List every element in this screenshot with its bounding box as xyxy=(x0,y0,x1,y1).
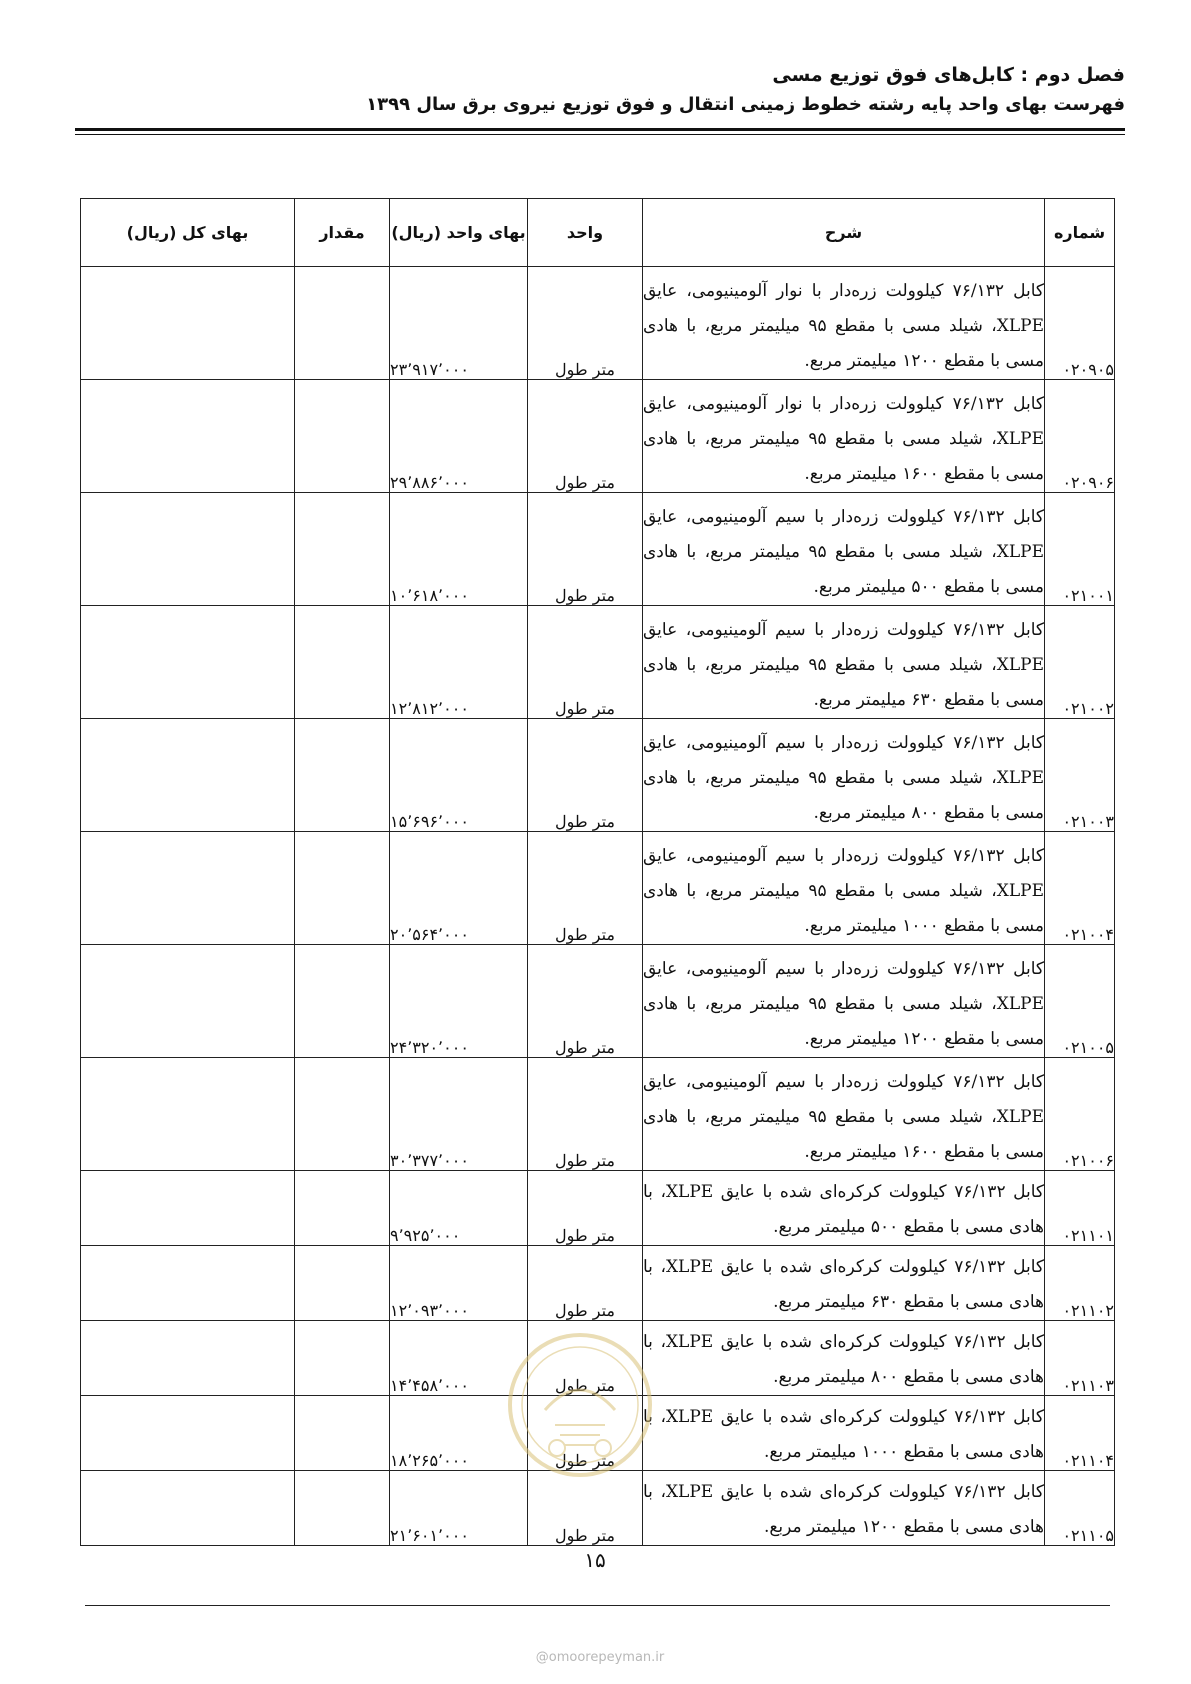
item-unit: متر طول xyxy=(528,380,643,493)
seal-stamp-icon xyxy=(505,1330,655,1480)
item-unit: متر طول xyxy=(528,832,643,945)
item-number: ۰۲۱۱۰۱ xyxy=(1045,1171,1115,1246)
item-quantity xyxy=(295,493,390,606)
item-quantity xyxy=(295,1058,390,1171)
item-unit-price: ۲۱٬۶۰۱٬۰۰۰ xyxy=(390,1471,528,1546)
item-unit: متر طول xyxy=(528,1058,643,1171)
item-number: ۰۲۱۰۰۴ xyxy=(1045,832,1115,945)
table-row xyxy=(81,1246,1115,1321)
table-row xyxy=(81,832,1115,945)
item-total-price xyxy=(81,1058,295,1171)
document-title: فهرست بهای واحد پایه رشته خطوط زمینی انتقال و فوق توزیع نیروی برق سال ۱۳۹۹ xyxy=(366,94,1125,115)
header-rule-thin xyxy=(75,134,1125,135)
item-description: کابل ۷۶/۱۳۲ کیلوولت کرکره‌ای شده با عایق XLPE، با هادی مسی با مقطع ۱۰۰۰ میلیمتر مربع. xyxy=(643,1396,1045,1471)
item-quantity xyxy=(295,832,390,945)
table-row xyxy=(81,945,1115,1058)
table-row xyxy=(81,380,1115,493)
item-quantity xyxy=(295,380,390,493)
item-unit-price: ۲۴٬۳۲۰٬۰۰۰ xyxy=(390,945,528,1058)
table-row xyxy=(81,1471,1115,1546)
item-unit-price: ۲۰٬۵۶۴٬۰۰۰ xyxy=(390,832,528,945)
chapter-title: فصل دوم : کابل‌های فوق توزیع مسی xyxy=(772,64,1125,86)
item-number: ۰۲۱۰۰۶ xyxy=(1045,1058,1115,1171)
item-number: ۰۲۱۰۰۱ xyxy=(1045,493,1115,606)
col-header-unit: واحد xyxy=(528,199,643,267)
table-row xyxy=(81,267,1115,380)
item-unit: متر طول xyxy=(528,1321,643,1396)
item-unit-price: ۱۲٬۸۱۲٬۰۰۰ xyxy=(390,606,528,719)
item-total-price xyxy=(81,1171,295,1246)
item-unit: متر طول xyxy=(528,1396,643,1471)
item-number: ۰۲۱۱۰۴ xyxy=(1045,1396,1115,1471)
item-total-price xyxy=(81,1321,295,1396)
item-total-price xyxy=(81,493,295,606)
item-description: کابل ۷۶/۱۳۲ کیلوولت زره‌دار با نوار آلومینیومی، عایق XLPE، شیلد مسی با مقطع ۹۵ میلیمتر مربع، با هادی مسی با مقطع ۱۶۰۰ میلیمتر مربع. xyxy=(643,380,1045,493)
col-header-total-price: بهای کل (ریال) xyxy=(81,199,295,267)
col-header-unit-price: بهای واحد (ریال) xyxy=(390,199,528,267)
item-quantity xyxy=(295,1471,390,1546)
col-header-quantity: مقدار xyxy=(295,199,390,267)
col-header-number: شماره xyxy=(1045,199,1115,267)
table-row xyxy=(81,719,1115,832)
item-unit-price: ۲۳٬۹۱۷٬۰۰۰ xyxy=(390,267,528,380)
item-description: کابل ۷۶/۱۳۲ کیلوولت زره‌دار با سیم آلومینیومی، عایق XLPE، شیلد مسی با مقطع ۹۵ میلیمتر مربع، با هادی مسی با مقطع ۶۳۰ میلیمتر مربع. xyxy=(643,606,1045,719)
item-unit-price: ۳۰٬۳۷۷٬۰۰۰ xyxy=(390,1058,528,1171)
item-quantity xyxy=(295,606,390,719)
item-quantity xyxy=(295,1396,390,1471)
item-unit-price: ۱۲٬۰۹۳٬۰۰۰ xyxy=(390,1246,528,1321)
item-number: ۰۲۰۹۰۶ xyxy=(1045,380,1115,493)
footer-rule xyxy=(85,1605,1110,1606)
item-total-price xyxy=(81,1396,295,1471)
header-rule-thick xyxy=(75,128,1125,131)
item-unit-price: ۱۸٬۲۶۵٬۰۰۰ xyxy=(390,1396,528,1471)
item-description: کابل ۷۶/۱۳۲ کیلوولت زره‌دار با نوار آلومینیومی، عایق XLPE، شیلد مسی با مقطع ۹۵ میلیمتر مربع، با هادی مسی با مقطع ۱۲۰۰ میلیمتر مربع. xyxy=(643,267,1045,380)
item-description: کابل ۷۶/۱۳۲ کیلوولت زره‌دار با سیم آلومینیومی، عایق XLPE، شیلد مسی با مقطع ۹۵ میلیمتر مربع، با هادی مسی با مقطع ۱۰۰۰ میلیمتر مربع. xyxy=(643,832,1045,945)
item-description: کابل ۷۶/۱۳۲ کیلوولت زره‌دار با سیم آلومینیومی، عایق XLPE، شیلد مسی با مقطع ۹۵ میلیمتر مربع، با هادی مسی با مقطع ۵۰۰ میلیمتر مربع. xyxy=(643,493,1045,606)
item-total-price xyxy=(81,945,295,1058)
item-description: کابل ۷۶/۱۳۲ کیلوولت کرکره‌ای شده با عایق XLPE، با هادی مسی با مقطع ۱۲۰۰ میلیمتر مربع. xyxy=(643,1471,1045,1546)
item-unit-price: ۹٬۹۲۵٬۰۰۰ xyxy=(390,1171,528,1246)
item-description: کابل ۷۶/۱۳۲ کیلوولت کرکره‌ای شده با عایق XLPE، با هادی مسی با مقطع ۶۳۰ میلیمتر مربع. xyxy=(643,1246,1045,1321)
item-number: ۰۲۱۱۰۳ xyxy=(1045,1321,1115,1396)
item-quantity xyxy=(295,1321,390,1396)
item-unit: متر طول xyxy=(528,493,643,606)
item-number: ۰۲۰۹۰۵ xyxy=(1045,267,1115,380)
item-total-price xyxy=(81,719,295,832)
item-unit: متر طول xyxy=(528,1471,643,1546)
item-number: ۰۲۱۰۰۵ xyxy=(1045,945,1115,1058)
item-description: کابل ۷۶/۱۳۲ کیلوولت کرکره‌ای شده با عایق XLPE، با هادی مسی با مقطع ۸۰۰ میلیمتر مربع. xyxy=(643,1321,1045,1396)
item-number: ۰۲۱۱۰۲ xyxy=(1045,1246,1115,1321)
item-total-price xyxy=(81,380,295,493)
item-unit: متر طول xyxy=(528,606,643,719)
item-total-price xyxy=(81,832,295,945)
page-header xyxy=(75,60,1125,120)
item-unit: متر طول xyxy=(528,719,643,832)
item-quantity xyxy=(295,719,390,832)
item-number: ۰۲۱۰۰۲ xyxy=(1045,606,1115,719)
table-row xyxy=(81,1058,1115,1171)
item-quantity xyxy=(295,1171,390,1246)
item-total-price xyxy=(81,1471,295,1546)
page-number: ۱۵ xyxy=(584,1548,606,1572)
item-quantity xyxy=(295,945,390,1058)
item-description: کابل ۷۶/۱۳۲ کیلوولت کرکره‌ای شده با عایق XLPE، با هادی مسی با مقطع ۵۰۰ میلیمتر مربع. xyxy=(643,1171,1045,1246)
item-quantity xyxy=(295,1246,390,1321)
item-number: ۰۲۱۰۰۳ xyxy=(1045,719,1115,832)
item-unit-price: ۱۰٬۶۱۸٬۰۰۰ xyxy=(390,493,528,606)
table-row xyxy=(81,493,1115,606)
item-quantity xyxy=(295,267,390,380)
item-description: کابل ۷۶/۱۳۲ کیلوولت زره‌دار با سیم آلومینیومی، عایق XLPE، شیلد مسی با مقطع ۹۵ میلیمتر مربع، با هادی مسی با مقطع ۱۶۰۰ میلیمتر مربع. xyxy=(643,1058,1045,1171)
item-unit: متر طول xyxy=(528,267,643,380)
item-total-price xyxy=(81,267,295,380)
item-total-price xyxy=(81,606,295,719)
col-header-description: شرح xyxy=(643,199,1045,267)
item-unit: متر طول xyxy=(528,1171,643,1246)
item-description: کابل ۷۶/۱۳۲ کیلوولت زره‌دار با سیم آلومینیومی، عایق XLPE، شیلد مسی با مقطع ۹۵ میلیمتر مربع، با هادی مسی با مقطع ۸۰۰ میلیمتر مربع. xyxy=(643,719,1045,832)
watermark: @omoorepeyman.ir xyxy=(535,1650,665,1665)
item-unit: متر طول xyxy=(528,945,643,1058)
item-total-price xyxy=(81,1246,295,1321)
item-unit-price: ۱۵٬۶۹۶٬۰۰۰ xyxy=(390,719,528,832)
table-header-row xyxy=(81,199,1115,267)
item-unit: متر طول xyxy=(528,1246,643,1321)
table-row xyxy=(81,1171,1115,1246)
item-number: ۰۲۱۱۰۵ xyxy=(1045,1471,1115,1546)
table-row xyxy=(81,606,1115,719)
item-unit-price: ۱۴٬۴۵۸٬۰۰۰ xyxy=(390,1321,528,1396)
item-unit-price: ۲۹٬۸۸۶٬۰۰۰ xyxy=(390,380,528,493)
item-description: کابل ۷۶/۱۳۲ کیلوولت زره‌دار با سیم آلومینیومی، عایق XLPE، شیلد مسی با مقطع ۹۵ میلیمتر مربع، با هادی مسی با مقطع ۱۲۰۰ میلیمتر مربع. xyxy=(643,945,1045,1058)
